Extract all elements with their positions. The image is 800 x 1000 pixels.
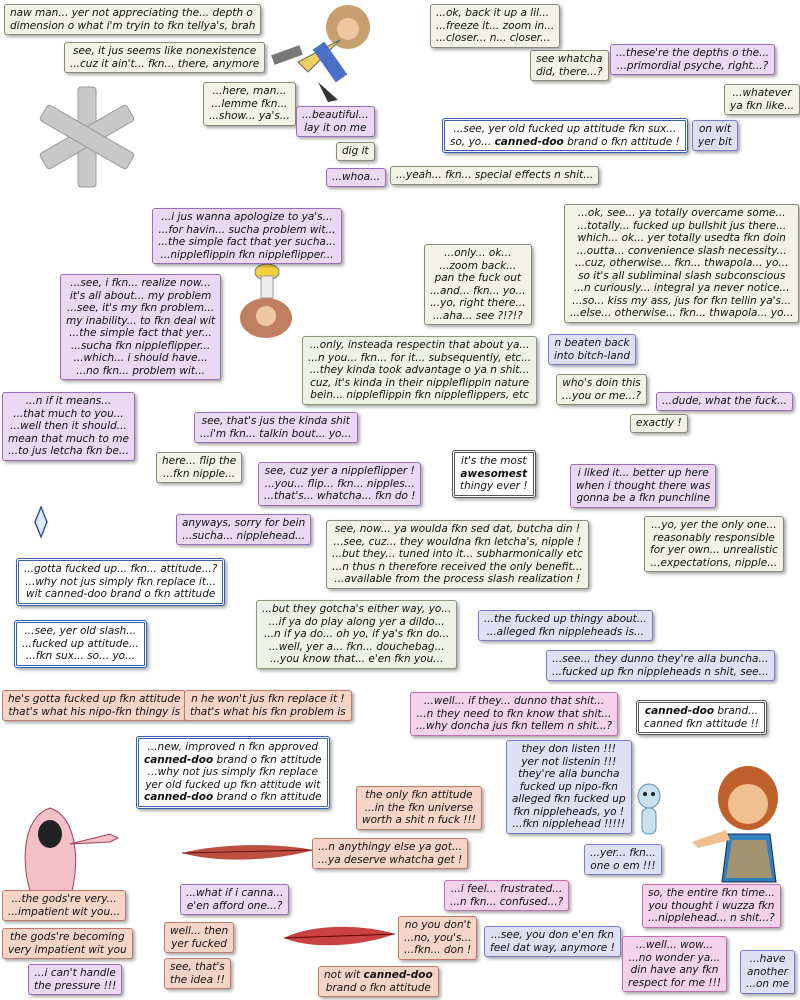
caveman-figure: [686, 760, 796, 885]
red-feather-icon: [180, 838, 315, 868]
speech-bubble: ...have another ...on me: [740, 950, 795, 994]
speech-bubble: see, cuz yer a nippleflipper ! ...you... flip... fkn... nipples... ...that's... whatcha... fkn do !: [258, 462, 421, 506]
speech-bubble: see, it jus seems like nonexistence ...cuz it ain't... fkn... there, anymore: [64, 42, 265, 73]
speech-bubble: they don listen !!! yer not listenin !!! they're alla buncha fucked up nipo-fkn alleged fkn fucked up fkn nippleheads, yo ! ...fkn nipplehead !!!!!: [506, 740, 632, 834]
speech-bubble: here... flip the ...fkn nipple...: [156, 452, 242, 483]
speech-bubble: ...beautiful... lay it on me: [296, 106, 375, 137]
speech-bubble: ...ok, see... ya totally overcame some... ...totally... fucked up bullshit jus there... which... ok... yer totally usedta fkn doin ...outta... convenience slash necessity... ...cuz, otherwise... fkn... thwapola... yo... so it's all subliminal slash subconscious ...n curiously... integral ya never notice... ...so... kiss my ass, jus for fkn tellin ya's... ...else... otherwise... fkn... thwapola... yo...: [564, 204, 799, 323]
speech-bubble: ...i jus wanna apologize to ya's... ...for havin... sucha problem wit... ...the simple fact that yer sucha... ...nippleflippin fkn nippleflipper...: [152, 208, 342, 264]
speech-bubble: ...these're the depths o the... ...primordial psyche, right...?: [610, 44, 775, 75]
red-feather-icon: [282, 920, 397, 952]
upside-down-dude-figure: [232, 262, 302, 342]
speech-bubble: the only fkn attitude ...in the fkn universe worth a shit n fuck !!!: [356, 786, 482, 830]
speech-bubble: ...only... ok... ...zoom back... pan the fuck out ...and... fkn... yo... ...yo, right there... ...aha... see ?!?!?: [424, 244, 532, 325]
speech-bubble: ...n if it means... ...that much to you... ...well then it should... mean that much to me ...to jus letcha fkn be...: [2, 392, 135, 461]
speech-bubble: see, that's the idea !!: [164, 958, 231, 989]
speech-bubble: ...what if i canna... e'en afford one...?: [180, 884, 289, 915]
hooded-figure: [10, 796, 130, 896]
speech-bubble: ...yer... fkn... one o em !!!: [584, 844, 662, 875]
speech-bubble: ...i feel... frustrated... ...n fkn... confused...?: [444, 880, 569, 911]
speech-bubble: so, the entire fkn time... you thought i wuzza fkn ...nipplehead... n shit...?: [642, 884, 781, 928]
speech-bubble: ...well... wow... ...no wonder ya... din have any fkn respect for me !!!: [622, 936, 727, 992]
asterisk-icon: [32, 82, 142, 192]
speech-bubble: dig it: [336, 142, 375, 161]
speech-bubble: not wit canned-doo brand o fkn attitude: [318, 966, 439, 997]
speech-bubble: ...whatever ya fkn like...: [724, 84, 800, 115]
speech-bubble: ...dude, what the fuck...: [656, 392, 793, 411]
speech-bubble: ...yeah... fkn... special effects n shit...: [390, 166, 599, 185]
speech-bubble: canned-doo brand... canned fkn attitude !!: [636, 700, 767, 735]
speech-bubble: ...see, you don e'en fkn feel dat way, anymore !: [484, 926, 621, 957]
speech-bubble: n he won't jus fkn replace it ! that's what his fkn problem is: [184, 690, 352, 721]
speech-bubble: ...see... they dunno they're alla buncha... ...fucked up fkn nippleheads n shit, see...: [546, 650, 775, 681]
speech-bubble: on wit yer bit: [692, 120, 738, 151]
speech-bubble: ...i can't handle the pressure !!!: [28, 964, 122, 995]
speech-bubble: well... then yer fucked: [164, 922, 234, 953]
speech-bubble: n beaten back into bitch-land: [548, 334, 636, 365]
blue-diamond-icon: [34, 506, 48, 538]
speech-bubble: who's doin this ...you or me...?: [556, 374, 647, 405]
speech-bubble: see, now... ya woulda fkn sed dat, butcha din ! ...see, cuz... they wouldna fkn letcha's, nipple ! ...but they... tuned into it... subharmonically etc ...n thus n therefore received the only benefit... ...available from the process slash realization !: [326, 520, 589, 589]
speech-bubble: see, that's jus the kinda shit ...i'm fkn... talkin bout... yo...: [194, 412, 358, 443]
speech-bubble: it's the most awesomest thingy ever !: [452, 450, 536, 498]
speech-bubble: he's gotta fucked up fkn attitude that's what his nipo-fkn thingy is: [2, 690, 186, 721]
speech-bubble: ...see, yer old fucked up attitude fkn sux... so, yo... canned-doo brand o fkn attitude !: [442, 118, 688, 153]
speech-bubble: ...but they gotcha's either way, yo... ...if ya do play along yer a dildo... ...n if ya do... oh yo, if ya's fkn do... ...well, yer a... fkn... douchebag... ...you know that... e'en fkn you...: [256, 600, 457, 669]
speech-bubble: ...only, insteada respectin that about ya... ...n you... fkn... for it... subsequently, etc... ...they kinda took advantage o ya n shit... cuz, it's kinda in their nippleflippin nature bein... nippleflippin fkn nippleflippers, etc: [302, 336, 537, 405]
speech-bubble: anyways, sorry for bein ...sucha... nipplehead...: [176, 514, 311, 545]
speech-bubble: ...here, man... ...lemme fkn... ...show... ya's...: [203, 82, 296, 126]
speech-bubble: the gods're becoming very impatient wit you: [2, 928, 133, 959]
speech-bubble: ...yo, yer the only one... reasonably responsible for yer own... unrealistic ...expectations, nipple...: [644, 516, 784, 572]
speech-bubble: ...new, improved n fkn approved canned-doo brand o fkn attitude ...why not jus simply fkn replace yer old fucked up fkn attitude wit canned-doo brand o fkn attitude: [136, 736, 330, 809]
speech-bubble: no you don't ...no, you's... ...fkn... don !: [398, 916, 477, 960]
blue-alien-figure: [632, 782, 666, 844]
speech-bubble: ...see, yer old slash... ...fucked up attitude... ...fkn sux... so... yo...: [14, 620, 147, 668]
speech-bubble: ...n anythingy else ya got... ...ya deserve whatcha get !: [312, 838, 468, 869]
speech-bubble: ...gotta fucked up... fkn... attitude...? ...why not jus simply fkn replace it... wit canned-doo brand o fkn attitude: [16, 558, 225, 606]
speech-bubble: ...whoa...: [326, 168, 386, 187]
speech-bubble: i liked it... better up here when i thought there was gonna be a fkn punchline: [570, 464, 716, 508]
speech-bubble: ...the fucked up thingy about... ...alleged fkn nippleheads is...: [478, 610, 653, 641]
speech-bubble: naw man... yer not appreciating the... depth o dimension o what i'm tryin to fkn tellya's, brah: [4, 4, 261, 35]
speech-bubble: ...well... if they... dunno that shit... ...n they need to fkn know that shit... ...why doncha jus fkn tellem n shit...?: [410, 692, 618, 736]
speech-bubble: ...see, i fkn... realize now... it's all about... my problem ...see, it's my fkn problem... my inability... to fkn deal wit ...the simple fact that yer... ...sucha fkn nippleflipper... ...which... i should have... ...no fkn... problem wit...: [60, 274, 221, 380]
speech-bubble: exactly !: [630, 414, 688, 433]
speech-bubble: ...the gods're very... ...impatient wit you...: [2, 890, 126, 921]
speech-bubble: ...ok, back it up a lil... ...freeze it... zoom in... ...closer... n... closer...: [430, 4, 560, 48]
speech-bubble: see whatcha did, there...?: [530, 50, 609, 81]
